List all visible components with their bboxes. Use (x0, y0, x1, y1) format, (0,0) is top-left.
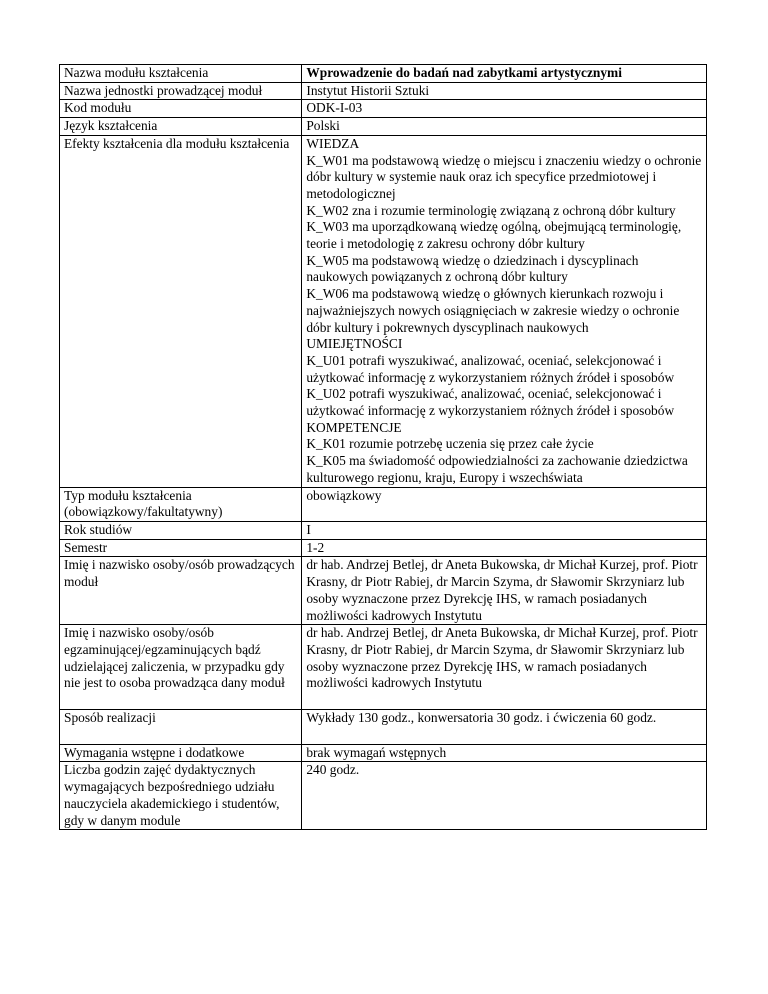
table-body (60, 65, 707, 830)
table-row (60, 100, 707, 118)
row-value (302, 100, 707, 118)
row-value (302, 557, 707, 625)
table-row (60, 762, 707, 830)
value-line: K_K01 rozumie potrzebę uczenia się przez całe życie (306, 436, 594, 452)
value-line: UMIEJĘTNOŚCI (306, 336, 403, 352)
row-value (302, 487, 707, 521)
table-row (60, 82, 707, 100)
value-line: K_K05 ma świadomość odpowiedzialności za zachowanie dziedzictwa kulturowego regionu, kraju, Europy i wszechświata (306, 453, 688, 485)
table-row (60, 625, 707, 710)
row-value (302, 82, 707, 100)
row-value (302, 65, 707, 83)
row-value (302, 710, 707, 745)
row-value (302, 744, 707, 762)
row-label: Nazwa jednostki prowadzącej moduł (60, 82, 302, 100)
value-line: I (306, 521, 311, 537)
value-line: Instytut Historii Sztuki (306, 82, 430, 98)
value-line: obowiązkowy (306, 487, 382, 503)
module-description-table (59, 64, 707, 830)
value-line: Wykłady 130 godz., konwersatoria 30 godz. i ćwiczenia 60 godz. (306, 710, 657, 726)
table-row (60, 65, 707, 83)
row-value (302, 539, 707, 557)
value-line: K_U02 potrafi wyszukiwać, analizować, oceniać, selekcjonować i użytkować informację z wykorzystaniem różnych źródeł i sposobów (306, 386, 675, 419)
row-label: Imię i nazwisko osoby/osób egzaminującej/egzaminujących bądź udzielającej zaliczenia, w przypadku gdy nie jest to osoba prowadząca dany moduł (60, 625, 302, 710)
value-line: 240 godz. (306, 762, 360, 778)
value-line: K_W06 ma podstawową wiedzę o głównych kierunkach rozwoju i najważniejszych nowych osiągnięciach w zakresie wiedzy o ochronie dóbr kultury i pokrewnych dyscyplinach naukowych (306, 286, 680, 335)
value-line: dr hab. Andrzej Betlej, dr Aneta Bukowska, dr Michał Kurzej, prof. Piotr Krasny, dr Piotr Rabiej, dr Marcin Szyma, dr Sławomir Skrzyniarz lub osoby wyznaczone przez Dyrekcję IHS, w ramach posiadanych możliwości kadrowych Instytutu (306, 625, 698, 691)
row-value (302, 521, 707, 539)
table-row (60, 539, 707, 557)
row-label: Sposób realizacji (60, 710, 302, 745)
value-line: brak wymagań wstępnych (306, 744, 447, 760)
value-line: K_W05 ma podstawową wiedzę o dziedzinach i dyscyplinach naukowych powiązanych z ochroną dóbr kultury (306, 252, 639, 285)
table-row (60, 710, 707, 745)
row-label: Semestr (60, 539, 302, 557)
row-label: Rok studiów (60, 521, 302, 539)
row-value (302, 135, 707, 487)
table-row (60, 744, 707, 762)
row-label: Nazwa modułu kształcenia (60, 65, 302, 83)
value-line: dr hab. Andrzej Betlej, dr Aneta Bukowska, dr Michał Kurzej, prof. Piotr Krasny, dr Piotr Rabiej, dr Marcin Szyma, dr Sławomir Skrzyniarz lub osoby wyznaczone przez Dyrekcję IHS, w ramach posiadanych możliwości kadrowych Instytutu (306, 557, 698, 623)
value-line: K_W02 zna i rozumie terminologię związaną z ochroną dóbr kultury (306, 202, 676, 218)
row-label: Efekty kształcenia dla modułu kształcenia (60, 135, 302, 487)
row-label: Wymagania wstępne i dodatkowe (60, 744, 302, 762)
row-label: Imię i nazwisko osoby/osób prowadzących moduł (60, 557, 302, 625)
row-label: Typ modułu kształcenia (obowiązkowy/fakultatywny) (60, 487, 302, 521)
value-line: 1-2 (306, 539, 325, 555)
row-label: Liczba godzin zajęć dydaktycznych wymagających bezpośredniego udziału nauczyciela akademickiego i studentów, gdy w danym module (60, 762, 302, 830)
value-line: Polski (306, 118, 340, 134)
table-row (60, 521, 707, 539)
row-value (302, 118, 707, 136)
value-line: K_W01 ma podstawową wiedzę o miejscu i znaczeniu wiedzy o ochronie dóbr kultury w systemie nauk oraz ich specyfice przedmiotowej i metodologicznej (306, 152, 702, 201)
table-row (60, 557, 707, 625)
table-row (60, 118, 707, 136)
row-value (302, 625, 707, 710)
row-label: Język kształcenia (60, 118, 302, 136)
value-line: WIEDZA (306, 135, 360, 151)
value-line: ODK-I-03 (306, 100, 363, 116)
value-line: K_U01 potrafi wyszukiwać, analizować, oceniać, selekcjonować i użytkować informację z wykorzystaniem różnych źródeł i sposobów (306, 352, 675, 385)
value-line: KOMPETENCJE (306, 419, 402, 435)
value-line: K_W03 ma uporządkowaną wiedzę ogólną, obejmującą terminologię, teorie i metodologię z zakresu ochrony dóbr kultury (306, 219, 682, 252)
value-line: Wprowadzenie do badań nad zabytkami artystycznymi (306, 65, 622, 80)
row-label: Kod modułu (60, 100, 302, 118)
table-row (60, 135, 707, 487)
table-row (60, 487, 707, 521)
row-value (302, 762, 707, 830)
